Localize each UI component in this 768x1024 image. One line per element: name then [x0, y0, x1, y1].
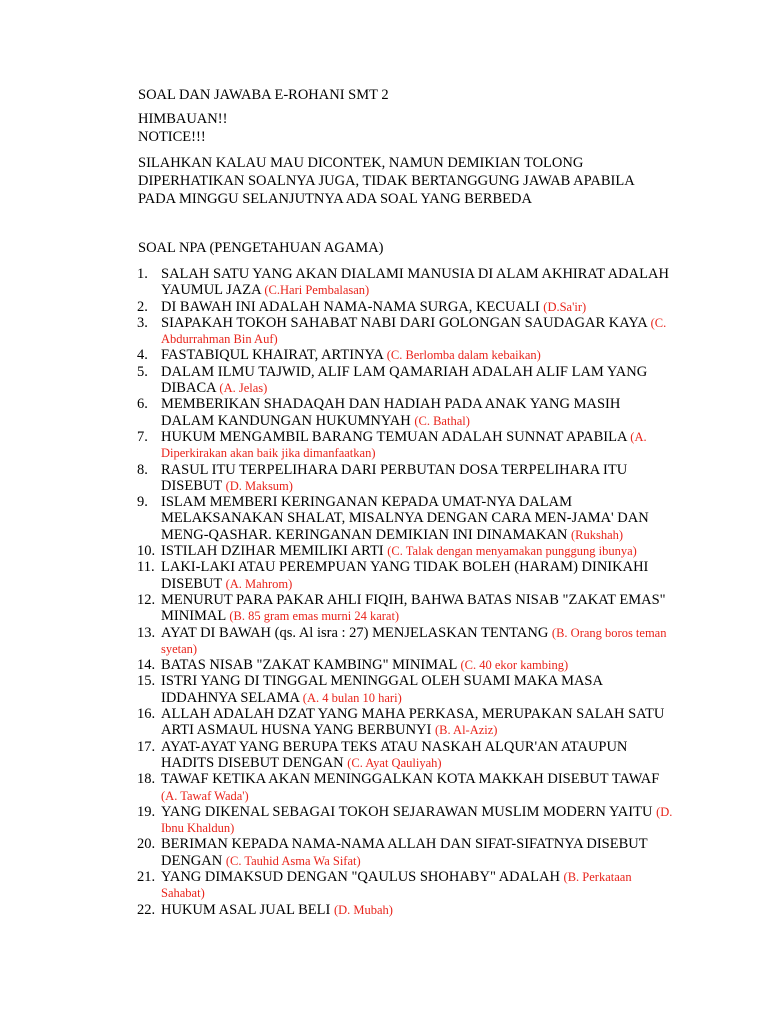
- question-number: 17.: [137, 738, 156, 755]
- answer-text: (D. Mubah): [333, 902, 393, 917]
- warning-line: DIPERHATIKAN SOALNYA JUGA, TIDAK BERTANGGUNG JAWAB APABILA: [138, 173, 635, 189]
- question-item: [137, 462, 677, 495]
- warning-paragraph: [138, 154, 635, 208]
- question-text: SIAPAKAH TOKOH SAHABAT NABI DARI GOLONGAN SAUDAGAR KAYA: [161, 314, 651, 331]
- question-number: 1.: [137, 266, 148, 282]
- question-number: 9.: [137, 494, 148, 511]
- question-item: [137, 625, 677, 658]
- answer-text: (A. Jelas): [219, 381, 268, 396]
- question-text: RASUL ITU TERPELIHARA DARI PERBUTAN DOSA TERPELIHARA ITU DISEBUT: [161, 461, 628, 494]
- question-item: [137, 771, 677, 804]
- question-text: YANG DIMAKSUD DENGAN "QAULUS SHOHABY" ADALAH: [161, 868, 564, 885]
- question-text: DI BAWAH INI ADALAH NAMA-NAMA SURGA, KECUALI: [161, 298, 544, 315]
- question-item: [137, 706, 677, 739]
- answer-text: (A. Tawaf Wada'): [161, 788, 249, 803]
- notice-line: HIMBAUAN!!: [138, 111, 228, 127]
- answer-text: (Rukshah): [571, 527, 624, 542]
- section-heading: SOAL NPA (PENGETAHUAN AGAMA): [138, 240, 384, 256]
- question-item: [137, 592, 677, 625]
- answer-text: (C. Talak dengan menyamakan punggung ibunya): [387, 544, 637, 559]
- question-text: ALLAH ADALAH DZAT YANG MAHA PERKASA, MERUPAKAN SALAH SATU ARTI ASMAUL HUSNA YANG BERBUNYI: [161, 706, 665, 739]
- question-text: AYAT DI BAWAH (qs. Al isra : 27) MENJELASKAN TENTANG: [161, 624, 552, 641]
- answer-text: (D. Ibnu Khaldun): [161, 804, 673, 836]
- question-item: [137, 396, 677, 429]
- question-number: 7.: [137, 428, 148, 445]
- question-item: [137, 804, 677, 837]
- question-item: [137, 869, 677, 902]
- question-item: [137, 836, 677, 869]
- question-number: 22.: [137, 901, 156, 918]
- answer-text: (C. 40 ekor kambing): [460, 658, 569, 673]
- answer-text: (A. Diperkirakan akan baik jika dimanfaatkan): [161, 429, 647, 461]
- question-text: ISTILAH DZIHAR MEMILIKI ARTI: [161, 543, 388, 560]
- answer-text: (D. Maksum): [225, 478, 293, 493]
- question-item: [137, 673, 677, 706]
- answer-text: (C. Berlomba dalam kebaikan): [386, 348, 541, 363]
- question-number: 2.: [137, 298, 148, 315]
- question-list: [137, 266, 677, 918]
- question-number: 14.: [137, 657, 156, 674]
- question-item: [137, 739, 677, 772]
- question-text: YANG DIKENAL SEBAGAI TOKOH SEJARAWAN MUSLIM MODERN YAITU: [161, 803, 657, 820]
- question-number: 21.: [137, 868, 156, 885]
- question-number: 20.: [137, 836, 156, 853]
- answer-text: (A. Mahrom): [225, 576, 293, 591]
- question-number: 15.: [137, 673, 156, 690]
- question-number: 10.: [137, 543, 156, 560]
- question-text: LAKI-LAKI ATAU PEREMPUAN YANG TIDAK BOLEH (HARAM) DINIKAHI DISEBUT: [161, 559, 649, 592]
- question-text: FASTABIQUL KHAIRAT, ARTINYA: [161, 347, 387, 364]
- question-text: MEMBERIKAN SHADAQAH DAN HADIAH PADA ANAK YANG MASIH DALAM KANDUNGAN HUKUMNYAH: [161, 396, 621, 429]
- document-title: SOAL DAN JAWABA E-ROHANI SMT 2: [138, 87, 389, 103]
- notice-line: NOTICE!!!: [138, 129, 206, 145]
- question-item: [137, 543, 677, 559]
- question-number: 19.: [137, 803, 156, 820]
- question-text: AYAT-AYAT YANG BERUPA TEKS ATAU NASKAH ALQUR'AN ATAUPUN HADITS DISEBUT DENGAN: [161, 738, 628, 771]
- question-number: 11.: [137, 559, 155, 576]
- question-text: SALAH SATU YANG AKAN DIALAMI MANUSIA DI ALAM AKHIRAT ADALAH YAUMUL JAZA: [161, 266, 669, 299]
- question-text: BERIMAN KEPADA NAMA-NAMA ALLAH DAN SIFAT-SIFATNYA DISEBUT DENGAN: [161, 836, 648, 869]
- answer-text: (D.Sa'ir): [543, 299, 587, 314]
- question-item: [137, 347, 677, 363]
- question-item: [137, 266, 677, 299]
- question-item: [137, 299, 677, 315]
- question-number: 18.: [137, 771, 156, 788]
- answer-text: (C. Abdurrahman Bin Auf): [161, 315, 667, 347]
- question-text: MENURUT PARA PAKAR AHLI FIQIH, BAHWA BATAS NISAB "ZAKAT EMAS" MINIMAL: [161, 591, 666, 625]
- question-text: HUKUM MENGAMBIL BARANG TEMUAN ADALAH SUNNAT APABILA: [161, 428, 631, 445]
- answer-text: (B. Perkataan Sahabat): [161, 869, 632, 901]
- answer-text: (C. Bathal): [414, 413, 470, 428]
- answer-text: (A. 4 bulan 10 hari): [302, 690, 402, 705]
- question-number: 6.: [137, 396, 148, 413]
- warning-line: PADA MINGGU SELANJUTNYA ADA SOAL YANG BERBEDA: [138, 191, 532, 207]
- question-number: 16.: [137, 706, 156, 723]
- question-item: [137, 494, 677, 543]
- question-number: 5.: [137, 363, 148, 380]
- question-number: 4.: [137, 347, 148, 364]
- answer-text: (B. Orang boros teman syetan): [161, 625, 667, 656]
- question-number: 3.: [137, 314, 148, 331]
- question-text: DALAM ILMU TAJWID, ALIF LAM QAMARIAH ADALAH ALIF LAM YANG DIBACA: [161, 363, 648, 397]
- answer-text: (B. 85 gram emas murni 24 karat): [229, 609, 400, 624]
- question-number: 8.: [137, 461, 148, 478]
- question-text: ISTRI YANG DI TINGGAL MENINGGAL OLEH SUAMI MAKA MASA IDDAHNYA SELAMA: [161, 673, 603, 706]
- question-item: [137, 364, 677, 397]
- answer-text: (B. Al-Aziz): [434, 723, 498, 738]
- question-text: TAWAF KETIKA AKAN MENINGGALKAN KOTA MAKKAH DISEBUT TAWAF: [161, 771, 660, 788]
- question-text: ISLAM MEMBERI KERINGANAN KEPADA UMAT-NYA DALAM MELAKSANAKAN SHALAT, MISALNYA DENGAN CARA MEN-JAMA' DAN MENG-QASHAR. KERINGANAN DEMIKIAN INI DINAMAKAN: [161, 494, 649, 543]
- question-item: [137, 315, 677, 348]
- question-item: [137, 559, 677, 592]
- answer-text: (C. Ayat Qauliyah): [347, 755, 442, 770]
- question-number: 13.: [137, 624, 156, 641]
- answer-text: (C.Hari Pembalasan): [264, 283, 370, 298]
- notice-block: [138, 110, 227, 146]
- question-text: BATAS NISAB "ZAKAT KAMBING" MINIMAL: [161, 657, 461, 674]
- question-item: [137, 902, 677, 918]
- question-text: HUKUM ASAL JUAL BELI: [161, 901, 334, 918]
- question-item: [137, 657, 677, 673]
- question-number: 12.: [137, 591, 156, 608]
- question-item: [137, 429, 677, 462]
- answer-text: (C. Tauhid Asma Wa Sifat): [225, 853, 361, 868]
- warning-line: SILAHKAN KALAU MAU DICONTEK, NAMUN DEMIKIAN TOLONG: [138, 155, 584, 171]
